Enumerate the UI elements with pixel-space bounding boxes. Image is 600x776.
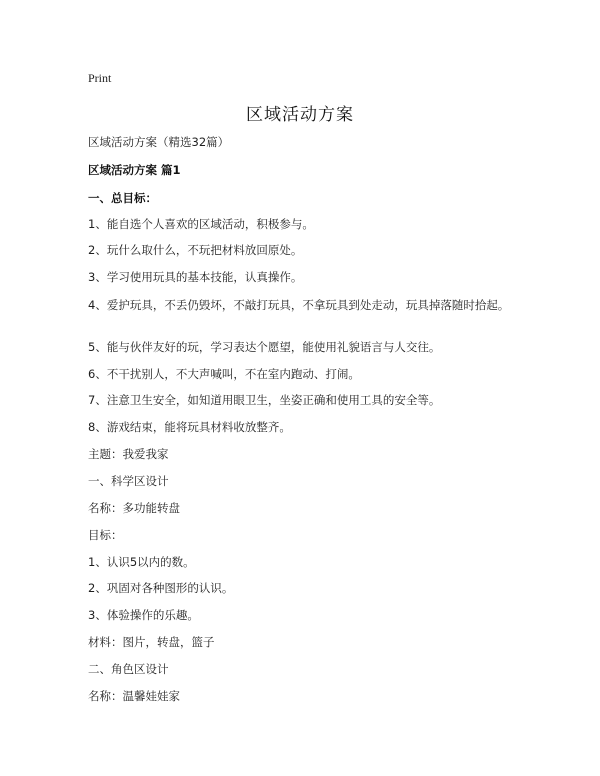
goal-item: 5、能与伙伴友好的玩，学习表达个愿望，能使用礼貌语言与人交往。: [88, 340, 441, 354]
document-subtitle: 区域活动方案（精选32篇）: [88, 135, 230, 149]
goal-item: 4、爱护玩具，不丢仍毁坏，不敲打玩具，不拿玩具到处走动，玩具掉落随时拾起。: [88, 298, 510, 312]
science-materials: 材料：图片，转盘，篮子: [88, 635, 215, 649]
role-area-name: 名称：温馨娃娃家: [88, 689, 180, 703]
science-goal-item: 2、巩固对各种图形的认识。: [88, 581, 234, 595]
role-area-heading: 二、角色区设计: [88, 662, 169, 676]
science-goal-item: 1、认识5以内的数。: [88, 555, 195, 569]
goal-item: 1、能自选个人喜欢的区域活动，积极参与。: [88, 217, 314, 231]
science-area-heading: 一、科学区设计: [88, 474, 169, 488]
science-area-name: 名称：多功能转盘: [88, 501, 180, 515]
theme-line: 主题：我爱我家: [88, 447, 169, 461]
goal-item: 7、注意卫生安全，如知道用眼卫生，坐姿正确和使用工具的安全等。: [88, 393, 441, 407]
science-goal-item: 3、体验操作的乐趣。: [88, 608, 199, 622]
document-title: 区域活动方案: [246, 105, 354, 125]
goal-item: 6、不干扰别人，不大声喊叫，不在室内跑动、打闹。: [88, 367, 360, 381]
goal-item: 3、学习使用玩具的基本技能，认真操作。: [88, 270, 303, 284]
goal-heading: 一、总目标：: [88, 191, 157, 205]
science-goal-label: 目标：: [88, 528, 123, 542]
print-label: Print: [88, 71, 112, 85]
goal-item: 8、游戏结束，能将玩具材料收放整齐。: [88, 420, 291, 434]
goal-item: 2、玩什么取什么，不玩把材料放回原处。: [88, 243, 303, 257]
section-heading: 区域活动方案 篇1: [88, 163, 181, 177]
